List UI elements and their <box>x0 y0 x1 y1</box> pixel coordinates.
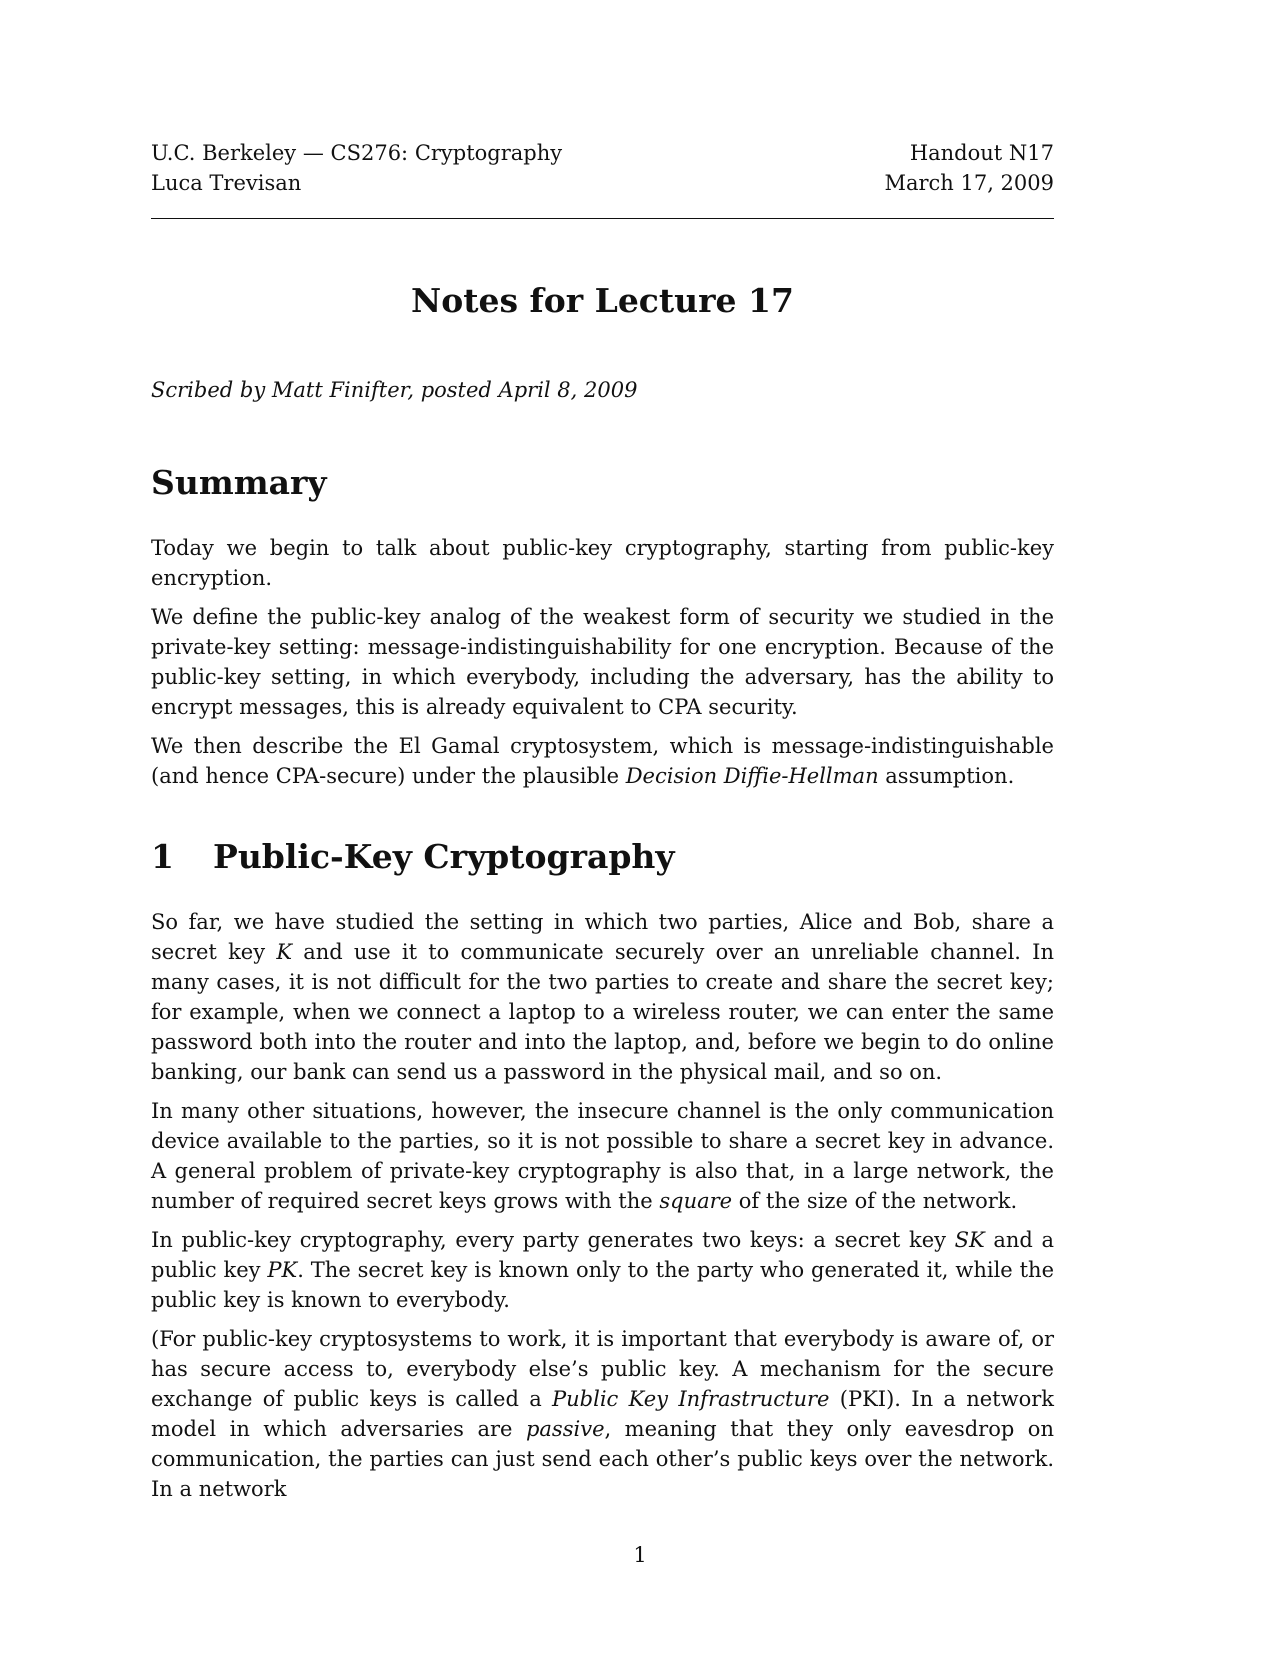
text-run: . The secret key is known only to the party who generated it, while the public key is known to everybody. <box>151 1258 1054 1312</box>
section-1-body <box>151 907 1054 1504</box>
emphasis: Decision Diffie-Hellman <box>625 764 879 788</box>
text-run: assumption. <box>878 764 1015 788</box>
math-k: K <box>276 940 293 964</box>
section-1-paragraph-1 <box>151 907 1054 1087</box>
summary-paragraph-1: Today we begin to talk about public-key cryptography, starting from public-key encryption. <box>151 536 1054 590</box>
emphasis: Public Key Infrastructure <box>552 1387 830 1411</box>
handout-number: Handout N17 <box>909 141 1054 165</box>
text-run: , meaning that they only eavesdrop on communication, the parties can just send each other’s public keys over the network. In a network <box>151 1417 1054 1501</box>
summary-heading: Summary <box>151 463 327 502</box>
section-1-heading <box>151 835 1054 879</box>
text-run: and a public key <box>151 1228 1054 1282</box>
section-title: Public-Key Cryptography <box>213 837 675 876</box>
section-1-paragraph-4 <box>151 1324 1054 1504</box>
math-sk: SK <box>954 1228 985 1252</box>
text-run: (For public-key cryptosystems to work, it is important that everybody is aware of, or has secure access to, everybody else’s public key. A mechanism for the secure exchange of public keys is called a <box>151 1327 1054 1411</box>
page-number: 1 <box>633 1543 647 1567</box>
text-run: and use it to communicate securely over an unreliable channel. In many cases, it is not difficult for the two parties to create and share the secret key; for example, when we connect a laptop to a wireless router, we can enter the same password both into the router and into the laptop, and, before we begin to do online banking, our bank can send us a password in the physical mail, and so on. <box>151 940 1054 1084</box>
header-left <box>151 138 562 198</box>
header-right <box>884 138 1054 198</box>
text-run: In many other situations, however, the insecure channel is the only communication device available to the parties, so it is not possible to share a secret key in advance. A general problem of private-key cryptography is also that, in a large network, the number of required secret keys grows with the <box>151 1099 1054 1213</box>
page <box>151 138 1054 1513</box>
text-run: (PKI). In a network model in which adversaries are <box>151 1387 1054 1441</box>
text-run: of the size of the network. <box>732 1189 1018 1213</box>
summary-paragraph-3 <box>151 731 1054 791</box>
handout-date: March 17, 2009 <box>884 171 1054 195</box>
author-name: Luca Trevisan <box>151 171 302 195</box>
emphasis: square <box>659 1189 733 1213</box>
text-run: We then describe the El Gamal cryptosystem, which is message-indistinguishable (and hence CPA-secure) under the plausible <box>151 734 1054 788</box>
section-1-paragraph-2 <box>151 1096 1054 1216</box>
text-run: In public-key cryptography, every party generates two keys: a secret key <box>151 1228 955 1252</box>
section-1-paragraph-3 <box>151 1225 1054 1315</box>
summary-body <box>151 533 1054 791</box>
header-rule <box>151 218 1054 219</box>
course-name: U.C. Berkeley — CS276: Cryptography <box>151 141 563 165</box>
section-number: 1 <box>151 837 174 876</box>
document-header <box>151 138 1054 198</box>
math-pk: PK <box>267 1258 298 1282</box>
page-title: Notes for Lecture 17 <box>411 281 794 320</box>
text-run: So far, we have studied the setting in which two parties, Alice and Bob, share a secret key <box>151 910 1054 964</box>
scribe-line: Scribed by Matt Finifter, posted April 8, 2009 <box>151 378 638 402</box>
emphasis: passive <box>525 1417 605 1441</box>
summary-paragraph-2: We define the public-key analog of the weakest form of security we studied in the private-key setting: message-indistinguishability for one encryption. Because of the public-key setting, in which everybody, including the adversary, has the ability to encrypt messages, this is already equivalent to CPA security. <box>151 605 1054 719</box>
